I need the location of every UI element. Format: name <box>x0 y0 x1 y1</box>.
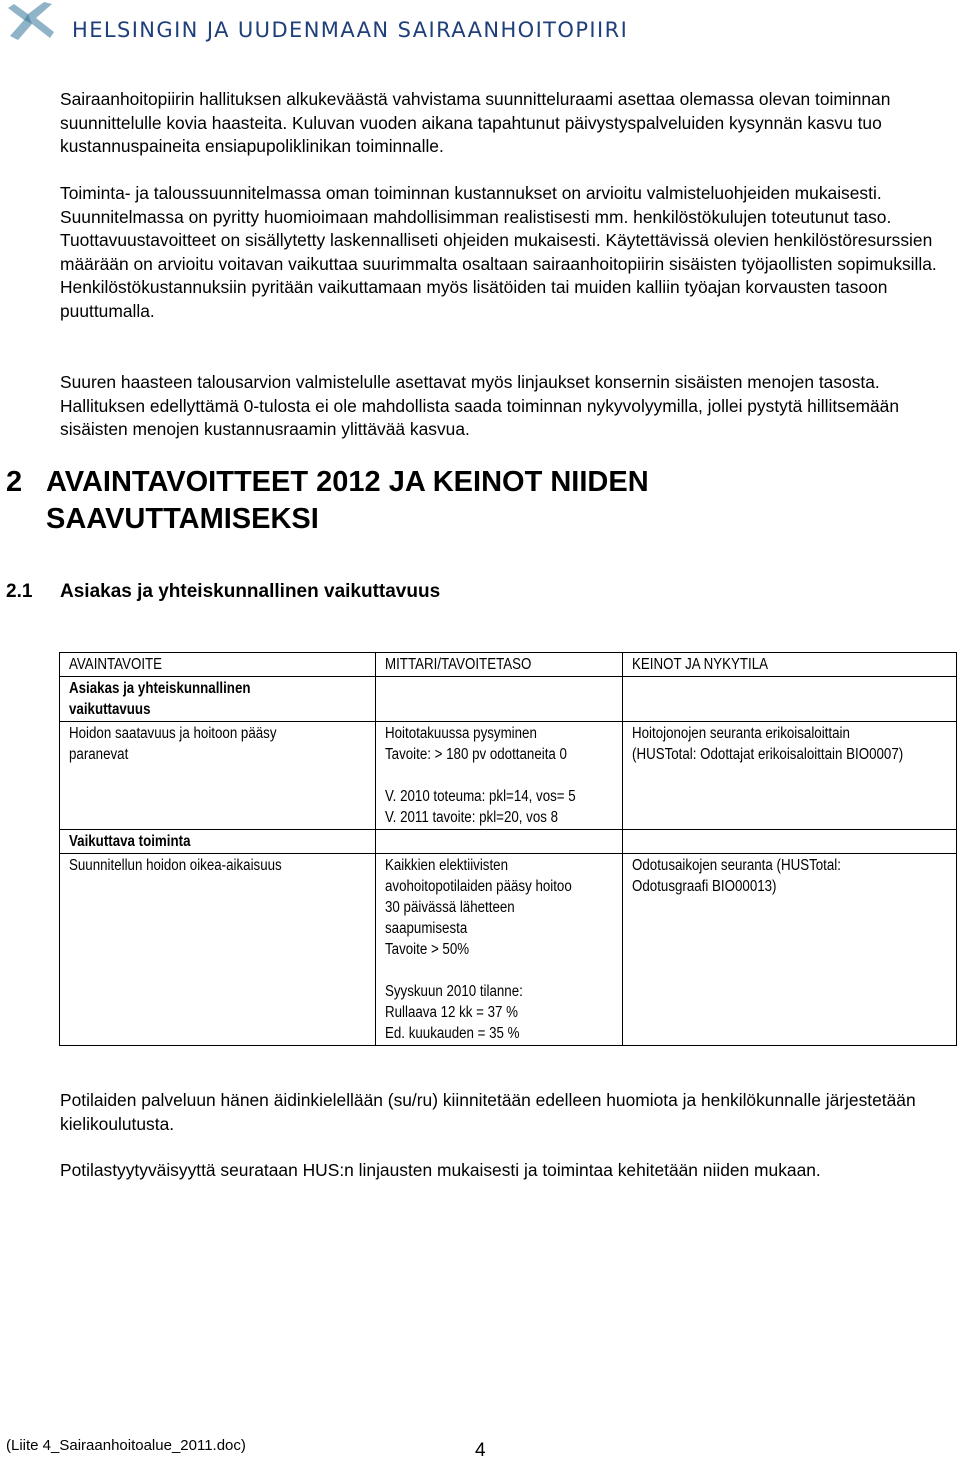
header-cell: MITTARI/TAVOITETASO <box>376 653 623 677</box>
paragraph-satisfaction: Potilastyytyväisyyttä seurataan HUS:n linjausten mukaisesti ja toimintaa kehitetään niiden mukaan. <box>60 1160 821 1180</box>
subsection-number: 2.1 <box>6 581 33 602</box>
table-row <box>60 722 957 830</box>
header-cell: AVAINTAVOITE <box>60 653 376 677</box>
footer-document-name: (Liite 4_Sairaanhoitoalue_2011.doc) <box>6 1437 246 1454</box>
section-title: AVAINTAVOITTEET 2012 JA KEINOT NIIDEN SAAVUTTAMISEKSI <box>46 466 649 535</box>
organization-name: HELSINGIN JA UUDENMAAN SAIRAANHOITOPIIRI <box>72 18 629 42</box>
goals-table <box>59 652 957 1046</box>
section-title-cell: Vaikuttava toiminta <box>60 830 376 854</box>
goal-cell: Hoidon saatavuus ja hoitoon pääsy paranevat <box>60 722 376 830</box>
table-row <box>60 677 957 722</box>
header-cell: KEINOT JA NYKYTILA <box>622 653 956 677</box>
goal-cell: Suunnitellun hoidon oikea-aikaisuus <box>60 854 376 1046</box>
hus-logo-icon <box>6 2 56 42</box>
footer-page-number: 4 <box>475 1440 486 1461</box>
page-header <box>6 0 629 48</box>
means-cell: Hoitojonojen seuranta erikoisaloittain (HUSTotal: Odottajat erikoisaloittain BIO0007) <box>622 722 956 830</box>
paragraph-plan-costs: Toiminta- ja taloussuunnitelmassa oman toiminnan kustannukset on arvioitu valmisteluohjeiden mukaisesti. Suunnitelmassa on pyritty huomioimaan mahdollisimman realistisesti mm. henkilöstökulujen toteutunut taso. Tuottavuustavoitteet on sisällytetty laskennalliseti ohjeiden mukaisesti. Käytettävissä olevien henkilöstöresurssien määrään on arvioitu voitavan vaikuttaa suurimmalta osaltaan sairaanhoitopiirin sisäisten työjaollisten sopimuksilla. Henkilöstökustannuksiin pyritään vaikuttamaan myös lisätöiden tai muiden kalliin työajan korvausten tasoon puuttumalla. <box>60 183 937 321</box>
means-cell: Odotusaikojen seuranta (HUSTotal: Odotusgraafi BIO00013) <box>622 854 956 1046</box>
table-row <box>60 854 957 1046</box>
table-row <box>60 830 957 854</box>
metric-cell: Kaikkien elektiivisten avohoitopotilaiden pääsy hoitoo 30 päivässä lähetteen saapumisesta Tavoite > 50% Syyskuun 2010 tilanne: Rullaava 12 kk = 37 % Ed. kuukauden = 35 % <box>376 854 623 1046</box>
table-header-row <box>60 653 957 677</box>
metric-cell: Hoitotakuussa pysyminen Tavoite: > 180 pv odottaneita 0 V. 2010 toteuma: pkl=14, vos= 5 V. 2011 tavoite: pkl=20, vos 8 <box>376 722 623 830</box>
paragraph-internal-costs: Suuren haasteen talousarvion valmistelulle asettavat myös linjaukset konsernin sisäisten menojen tasosta. Hallituksen edellyttämä 0-tulosta ei ole mahdollista saada toiminnan nykyvolyymilla, jollei pystytä hillitsemään sisäisten menojen kustannusraamin ylittävää kasvua. <box>60 372 900 440</box>
section-number: 2 <box>6 466 23 498</box>
subsection-title: Asiakas ja yhteiskunnallinen vaikuttavuus <box>60 581 441 602</box>
section-title-cell: Asiakas ja yhteiskunnallinen vaikuttavuus <box>60 677 376 722</box>
paragraph-budget-framework: Sairaanhoitopiirin hallituksen alkukeväästä vahvistama suunnitteluraami asettaa olemassa olevan toiminnan suunnittelulle kovia haasteita. Kuluvan vuoden aikana tapahtunut päivystyspalveluiden kysynnän kasvu tuo kustannuspaineita ensiapupoliklinikan toiminnalle. <box>60 89 891 157</box>
paragraph-language: Potilaiden palveluun hänen äidinkielellään (su/ru) kiinnitetään edelleen huomiota ja henkilökunnalle järjestetään kielikoulutusta. <box>60 1090 916 1134</box>
